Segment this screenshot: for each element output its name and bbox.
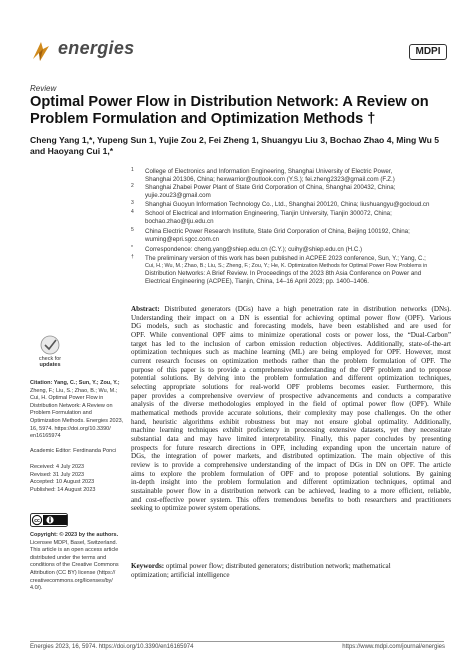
abstract-line: potential solutions. By delving into the problem formulation and different optimization techniques, bbox=[131, 374, 451, 383]
abstract-line: aims to explore the problem formulation of OPF and to propose potential solutions. By gaining bbox=[131, 469, 451, 478]
keywords-line: optimization; artificial intelligence bbox=[131, 570, 230, 579]
check-for-updates-label[interactable]: check for updates bbox=[38, 356, 62, 368]
abstract-line: DG models, such as stochastic and forecasting models, have been established and are used for bbox=[131, 322, 451, 331]
author-list-continued[interactable]: and Haoyang Cui 1,* bbox=[30, 146, 114, 156]
copyright-notice: Copyright: © 2023 by the authors. Licensee MDPI, Basel, Switzerland. This article is an open access article distributed under the terms and conditions of the Creative Commons Attribution (CC BY) license (https:// creativecommons.org/licenses/by/ 4.0/). bbox=[30, 532, 119, 592]
footer-divider bbox=[30, 641, 444, 642]
abstract-line: analysis of the diverse methodologies employed in the field of optimal power flow (OPF). While bbox=[131, 400, 451, 409]
abstract-line: current research focuses on optimization methods rather than the problem formulation of OPF. The bbox=[131, 357, 451, 366]
keywords-line: Keywords: optimal power flow; distributed generators; distribution network; mathematical bbox=[131, 562, 391, 570]
abstract-line: purpose of this paper is to provide a comprehensive understanding of the OPF problem and to propose bbox=[131, 365, 451, 374]
abstract-line: sustainable power flow in a distribution network can be achieved, leading to a more efficient, reliable, bbox=[131, 487, 451, 496]
page-title bbox=[30, 94, 450, 128]
abstract-line: seeking to optimize power system operations. bbox=[131, 504, 261, 513]
footer-citation-link[interactable]: Energies 2023, 16, 5974. https://doi.org/10.3390/en16165974 bbox=[30, 644, 194, 650]
abstract-line: optimization techniques such as machine learning (ML) are being employed for OPF. However, most bbox=[131, 348, 451, 357]
publication-dates: Received: 4 July 2023 Revised: 31 July 2023 Accepted: 10 August 2023 Published: 14 August 2023 bbox=[30, 464, 96, 493]
affiliation-3: 3 Shanghai Guoyun Information Technology Co., Ltd., Shanghai 200120, China; liushuangyu@gocloud.cn bbox=[131, 200, 430, 208]
article-type: Review bbox=[30, 84, 57, 93]
abstract-line: machine learning techniques exhibit proficiency in processing extensive datasets, yet they necessitate bbox=[131, 426, 451, 435]
title-line-2: Problem Formulation and Optimization Methods † bbox=[30, 111, 376, 127]
abstract-label: Abstract: bbox=[131, 305, 160, 313]
academic-editor: Academic Editor: Ferdinanda Ponci bbox=[30, 448, 117, 454]
author-list[interactable]: Cheng Yang 1,*, Yupeng Sun 1, Yujie Zou 2, Fei Zheng 1, Shuangyu Liu 3, Bochao Zhao 4, Ming Wu 5 bbox=[30, 135, 440, 145]
abstract-line: selecting appropriate solutions for real-world OPF problems becomes easier. Furthermore, this bbox=[131, 383, 451, 392]
abstract-line: and cost-effective power system. This offers tremendous benefits to both researchers and practitioners bbox=[131, 495, 451, 504]
affiliation-5: 5 China Electric Power Research Institute, State Grid Corporation of China, Beijing 100192, China; wuming@epri.sgcc.com.cn bbox=[131, 227, 410, 243]
title-line-1: Optimal Power Flow in Distribution Network: A Review on bbox=[30, 94, 429, 110]
abstract-line: in-depth insight into the problem formulation and different optimization techniques, optimal and bbox=[131, 478, 451, 487]
journal-logo-icon bbox=[30, 40, 52, 62]
publisher-logo[interactable]: MDPI bbox=[409, 44, 447, 60]
abstract-line: Abstract: Distributed generators (DGs) have a high penetration rate in distribution networks (DNs). bbox=[131, 305, 451, 313]
abstract-line: hand, heuristic algorithms exhibit robustness but may not ensure global optimality. Additionally, bbox=[131, 417, 451, 426]
affiliation-2: 2 Shanghai Zhabei Power Plant of State Grid Corporation of China, Shanghai 200432, China; yujie.zou23@gmail.com bbox=[131, 183, 396, 199]
citation-block: Citation: Yang, C.; Sun, Y.; Zou, Y.; Zheng, F.; Liu, S.; Zhao, B.; Wu, M.; Cui, H. Optimal Power Flow in Distribution Network: A Review on Problem Formulation and Optimization Methods. Energies 2023, 16, 5974. https://doi.org/10.3390/ en16165974 bbox=[30, 380, 124, 440]
correspondence: * Correspondence: cheng.yang@shiep.edu.cn (C.Y.); cuihy@shiep.edu.cn (H.C.) bbox=[131, 245, 363, 253]
title-footnote-mark: † bbox=[367, 111, 376, 127]
keywords-label: Keywords: bbox=[131, 562, 165, 570]
abstract-line: target has led to the inclusion of carbon emission reduction objectives. Additionally, state-of-the-art bbox=[131, 339, 451, 348]
affiliation-1: 1 College of Electronics and Information Engineering, Shanghai University of Electric Power, Shanghai 201306, China; hexwarrior@outlook.com (Y.S.); fei.zheng2323@gmail.com (F.Z.) bbox=[131, 167, 395, 183]
abstract-line: paper provides a comprehensive overview of prospective advancements and conducts a comparative bbox=[131, 391, 451, 400]
abstract-line: mathematical methods provide accurate solutions, their complexity may pose challenges. On the other bbox=[131, 409, 451, 418]
journal-name: energies bbox=[58, 38, 135, 58]
keywords bbox=[131, 562, 451, 579]
abstract-line: DGs, the integration of power markets, and distributed optimization. The main objective of this bbox=[131, 452, 451, 461]
abstract-line: OPF. While conventional OPF aims to minimize operational costs or power loss, the “Dual-Carbon” bbox=[131, 331, 451, 340]
abstract-line: review is to provide a comprehensive understanding of the impact of DGs in DN on OPF. The article bbox=[131, 461, 451, 470]
affiliation-4: 4 School of Electrical and Information Engineering, Tianjin University, Tianjin 300072, China; bochao.zhao@tju.edu.cn bbox=[131, 209, 392, 225]
abstract-line: prospects for future research directions in OPF, including expanding upon the uncertain nature of bbox=[131, 443, 451, 452]
cc-by-license-icon[interactable] bbox=[30, 513, 68, 527]
abstract-line: substantial data and may have limited interpretability. Finally, this paper concludes by presenting bbox=[131, 435, 451, 444]
preliminary-version-note: † The preliminary version of this work has been published in ACPEE 2023 conference, Sun, Y.; Yang, C.; Cui, H.; Wu, M.; Zhao, B.; Liu, S.; Zheng, F.; Zou, Y.; He, K. Optimization Methods for Optimal Power Flow Problems in Distribution Networks: A Brief Review. In Proceedings of the 2023 8th Asia Conference on Power and Electrical Engineering (ACPEE), Tianjin, China, 14–16 April 2023; pp. 1400–1406. bbox=[131, 254, 428, 285]
abstract bbox=[131, 305, 451, 513]
cc-text: cc bbox=[34, 518, 40, 524]
abstract-line: Understanding their impact on a DN is essential for achieving optimal power flow (OPF). Various bbox=[131, 313, 451, 322]
footer-journal-link[interactable]: https://www.mdpi.com/journal/energies bbox=[342, 644, 445, 650]
